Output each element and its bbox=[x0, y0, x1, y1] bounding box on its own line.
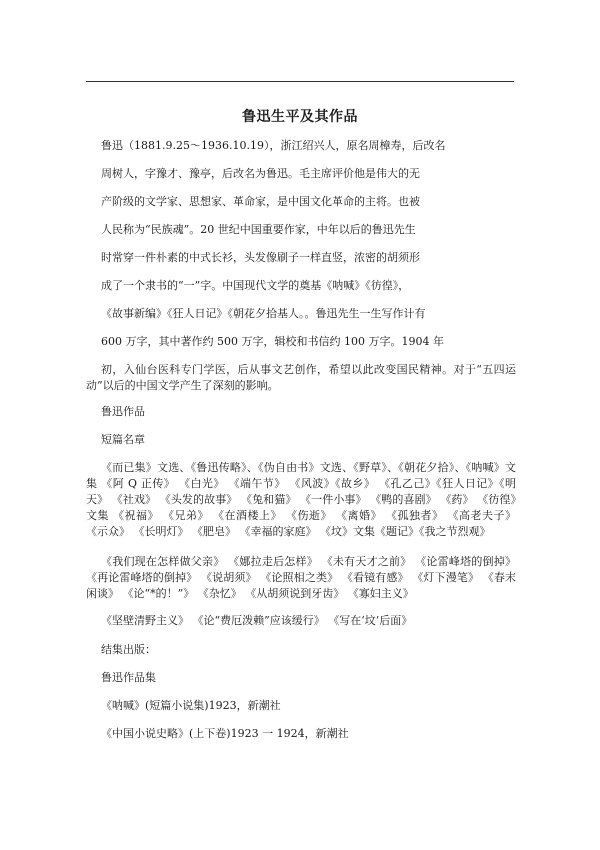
section-heading-works: 鲁迅作品 bbox=[101, 405, 145, 418]
header-rule bbox=[86, 81, 514, 82]
bio-line: 鲁迅（1881.9.25～1936.10.19），浙江绍兴人，原名周樟寿，后改名 bbox=[101, 139, 446, 152]
publication-item: 《中国小说史略》(上下卷)1923 一 1924，新潮社 bbox=[101, 727, 349, 740]
section-heading-short-stories: 短篇名章 bbox=[101, 433, 145, 446]
bio-line: 人民称为“民族魂”。20 世纪中国重要作家，中年以后的鲁迅先生 bbox=[101, 223, 416, 236]
bio-line: 600 万字，其中著作约 500 万字，辑校和书信约 100 万字。1904 年 bbox=[101, 335, 444, 348]
publication-item: 《呐喊》(短篇小说集)1923，新潮社 bbox=[101, 699, 281, 712]
page-title: 鲁迅生平及其作品 bbox=[242, 109, 358, 125]
works-paragraph: 《坚壁清野主义》 《论“费厄泼赖”应该缓行》 《写在‘坟’后面》 bbox=[101, 614, 413, 627]
bio-line: 时常穿一件朴素的中式长衫，头发像刷子一样直竖，浓密的胡须形 bbox=[101, 251, 420, 264]
works-paragraph: 《而已集》文选、《鲁迅传略》、《伪自由书》文选、《野草》、《朝花夕拾》、《呐喊》文集 《阿 Q 正传》 《白光》 《端午节》 《风波》《故乡》 《孔乙己》《狂人日记》《明天》 《社戏》 《头发的故事》 《兔和猫》 《一件小事》 《鸭的喜剧》 《药》 《彷徨》文集 《祝福》 《兄弟》 《在酒楼上》 《伤逝》 《离婚》 《孤独者》 《高老夫子》 《示众》 《长明灯》 《肥皂》 《幸福的家庭》 《坟》文集《题记》《我之节烈观》 bbox=[86, 461, 516, 538]
section-heading-collected: 结集出版： bbox=[101, 643, 156, 656]
bio-paragraph-continued: 初，入仙台医科专门学医，后从事文艺创作，希望以此改变国民精神。对于“五四运动”以后的中国文学产生了深刻的影响。 bbox=[86, 363, 516, 392]
bio-line: 成了一个隶书的“一”字。中国现代文学的奠基《呐喊》《彷徨》， bbox=[101, 279, 410, 292]
section-heading-collection: 鲁迅作品集 bbox=[101, 671, 156, 684]
bio-line: 周树人，字豫才、豫亭，后改名为鲁迅。毛主席评价他是伟大的无 bbox=[101, 167, 420, 180]
works-paragraph: 《我们现在怎样做父亲》 《娜拉走后怎样》 《未有天才之前》 《论雷峰塔的倒掉》 《再论雷峰塔的倒掉》 《说胡须》 《论照相之类》 《看镜有感》 《灯下漫笔》 《春末闲谈》 《论“*的！”》 《杂忆》 《从胡须说到牙齿》 《寡妇主义》 bbox=[86, 555, 516, 600]
bio-line: 产阶级的文学家、思想家、革命家，是中国文化革命的主将。也被 bbox=[101, 195, 420, 208]
bio-line: 《故事新编》《狂人日记》《朝花夕拾基人。。鲁迅先生一生写作计有 bbox=[101, 307, 426, 320]
